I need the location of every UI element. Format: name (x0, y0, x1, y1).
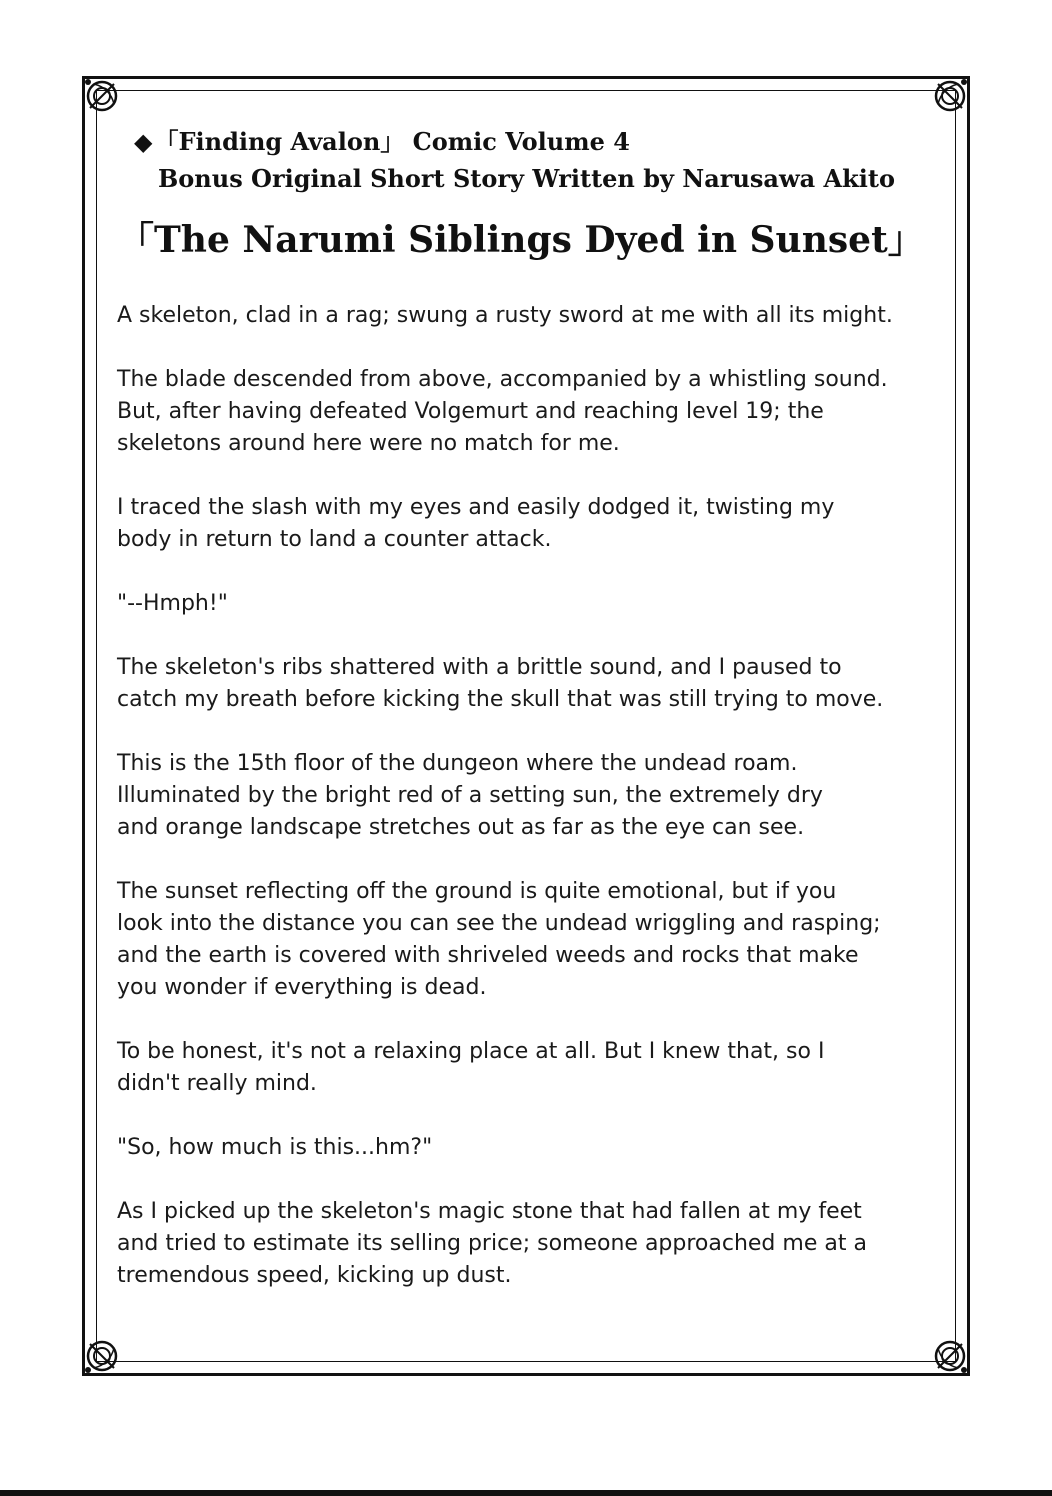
paragraph: The blade descended from above, accompanied by a whistling sound. But, after having defeated Volgemurt and reaching level 19; the skeletons around here were no match for me. (117, 367, 888, 456)
paragraph: This is the 15th floor of the dungeon where the undead roam. Illuminated by the bright red of a setting sun, the extremely dry and orange landscape stretches out as far as the eye can see. (117, 751, 823, 840)
story-title: 「The Narumi Siblings Dyed in Sunset」 (118, 219, 924, 261)
corner-ornament-icon (80, 1322, 136, 1378)
header-author-line: Bonus Original Short Story Written by Narusawa Akito (158, 164, 895, 193)
paragraph: A skeleton, clad in a rag; swung a rusty sword at me with all its might. (117, 303, 893, 328)
paragraph: To be honest, it's not a relaxing place at all. But I knew that, so I didn't really mind. (117, 1039, 825, 1096)
bottom-divider (0, 1490, 1052, 1496)
paragraph: As I picked up the skeleton's magic stone that had fallen at my feet and tried to estimate its selling price; someone approached me at a tremendous speed, kicking up dust. (117, 1199, 867, 1288)
corner-ornament-icon (916, 74, 972, 130)
header-volume-line (134, 122, 630, 157)
story-body (117, 300, 947, 1324)
diamond-bullet-icon: ◆ (134, 127, 153, 156)
corner-ornament-icon (80, 74, 136, 130)
paragraph: I traced the slash with my eyes and easily dodged it, twisting my body in return to land a counter attack. (117, 495, 835, 552)
paragraph: "--Hmph!" (117, 591, 228, 616)
corner-ornament-icon (916, 1322, 972, 1378)
header-volume-text: 「Finding Avalon」 Comic Volume 4 (154, 127, 630, 156)
paragraph: The sunset reflecting off the ground is quite emotional, but if you look into the distance you can see the undead wriggling and rasping; and the earth is covered with shriveled weeds and rocks that make you wonder if everything is dead. (117, 879, 881, 1000)
paragraph: "So, how much is this...hm?" (117, 1135, 433, 1160)
paragraph: The skeleton's ribs shattered with a brittle sound, and I paused to catch my breath before kicking the skull that was still trying to move. (117, 655, 884, 712)
